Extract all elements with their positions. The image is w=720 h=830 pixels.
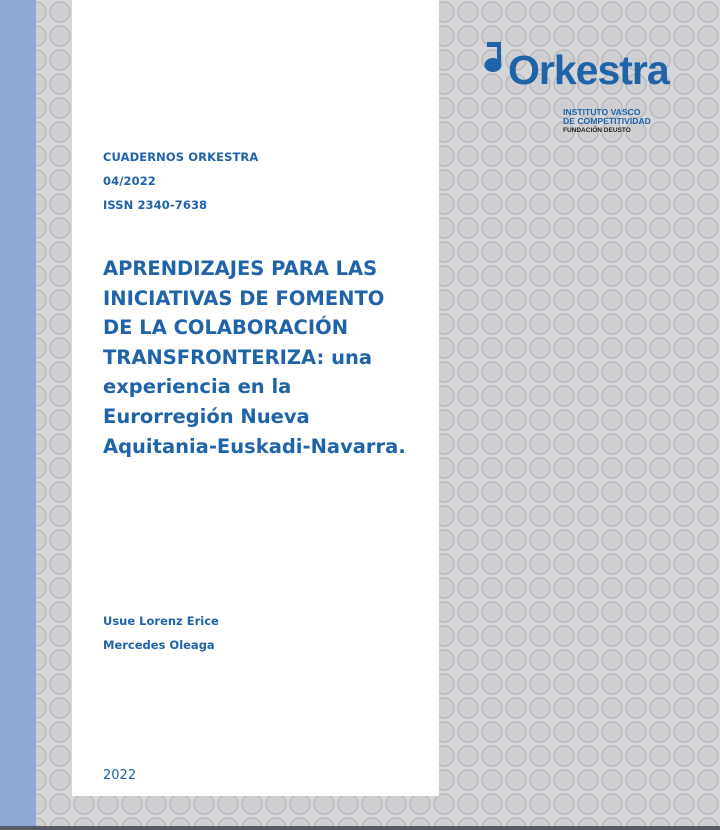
title-line: INICIATIVAS DE FOMENTO [103, 286, 385, 310]
author-name: Usue Lorenz Erice [103, 614, 219, 628]
author-name: Mercedes Oleaga [103, 638, 215, 652]
logo-subtitle: FUNDACIÓN DEUSTO [563, 127, 631, 134]
bottom-divider [0, 826, 720, 830]
publication-year: 2022 [103, 768, 137, 783]
title-line: Eurorregión Nueva [103, 404, 310, 428]
logo-subtitle: DE COMPETITIVIDAD [563, 116, 651, 126]
title-line: Aquitania-Euskadi-Navarra. [103, 434, 406, 458]
title-line: DE LA COLABORACIÓN [103, 316, 349, 340]
left-color-band [0, 0, 36, 830]
logo-wordmark: Orkestra [508, 47, 669, 93]
music-note-icon [482, 42, 508, 76]
orkestra-logo [478, 36, 678, 146]
issn-number: ISSN 2340-7638 [103, 198, 208, 212]
title-line: APRENDIZAJES PARA LAS [103, 257, 378, 280]
title-line: experiencia en la [103, 375, 292, 399]
series-name: CUADERNOS ORKESTRA [103, 150, 259, 164]
title-line: TRANSFRONTERIZA: una [103, 345, 373, 369]
issue-number: 04/2022 [103, 174, 156, 188]
document-title [103, 254, 423, 461]
logo-subtitle: INSTITUTO VASCO [563, 107, 641, 117]
